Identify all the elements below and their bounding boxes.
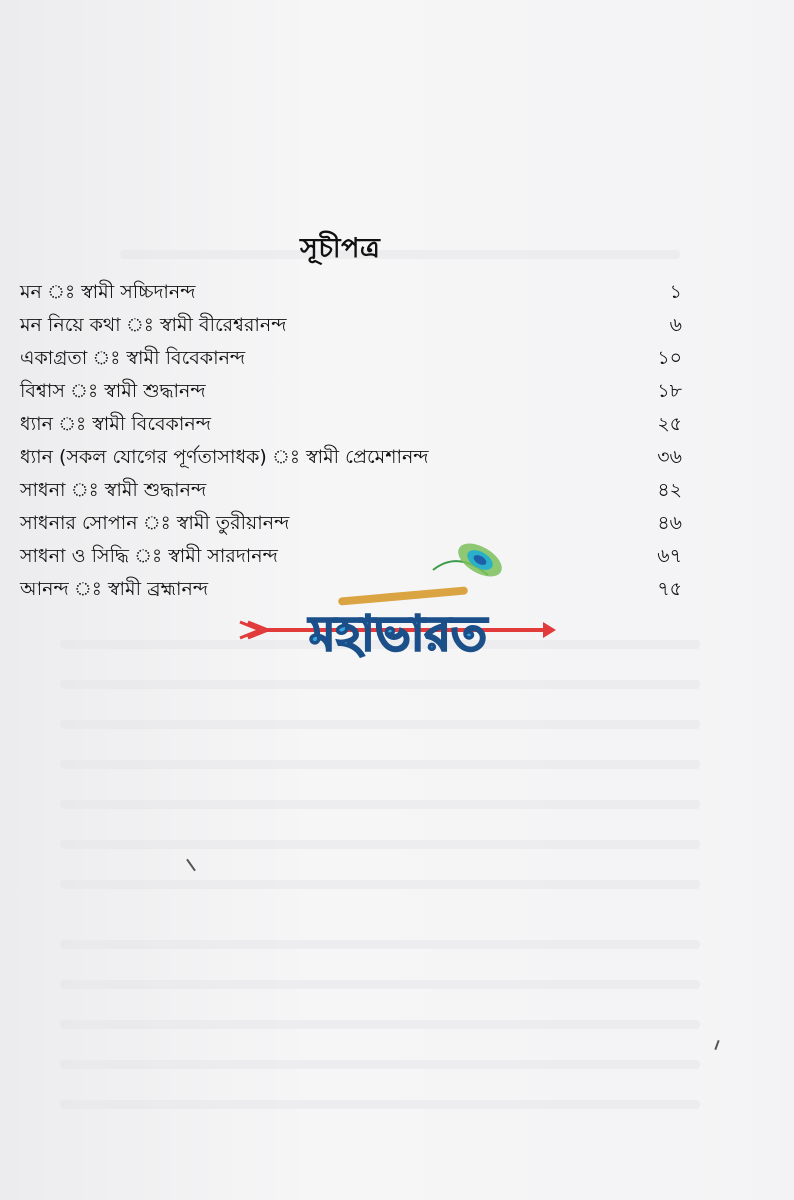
bleed-through-line	[60, 840, 700, 849]
toc-entry-page: ৪৬	[657, 512, 682, 534]
toc-entry-label: বিশ্বাস ঃ স্বামী শুদ্ধানন্দ	[20, 380, 206, 402]
toc-entry-label: সাধনার সোপান ঃ স্বামী তুরীয়ানন্দ	[20, 512, 290, 534]
logo-wordmark: মহাভারত	[309, 606, 487, 660]
toc-entry	[20, 311, 682, 344]
toc-entry	[20, 377, 682, 410]
toc-entry-page: ১	[669, 281, 682, 303]
toc-entry-page: ২৫	[657, 413, 682, 435]
peacock-feather-icon	[433, 537, 507, 584]
bleed-through-line	[60, 880, 700, 889]
bleed-through-line	[60, 940, 700, 949]
page-title: সূচীপত্র	[300, 233, 381, 264]
toc-entry-page: ১০	[657, 347, 682, 369]
toc-entry-label: ধ্যান ঃ স্বামী বিবেকানন্দ	[20, 413, 211, 435]
bleed-through-line	[60, 1020, 700, 1029]
toc-entry-page: ৬	[669, 314, 682, 336]
toc-entry-label: ধ্যান (সকল যোগের পূর্ণতাসাধক) ঃ স্বামী প্রেমেশানন্দ	[20, 446, 429, 468]
bleed-through-line	[60, 680, 700, 689]
toc-entry-page: ৭৫	[657, 578, 682, 600]
flute-icon	[338, 586, 468, 605]
toc-entry-label: একাগ্রতা ঃ স্বামী বিবেকানন্দ	[20, 347, 246, 369]
bleed-through-line	[60, 760, 700, 769]
toc-entry	[20, 410, 682, 443]
toc-entry-label: আনন্দ ঃ স্বামী ব্রহ্মানন্দ	[20, 578, 209, 600]
toc-entry-label: সাধনা ঃ স্বামী শুদ্ধানন্দ	[20, 479, 207, 501]
bleed-through-line	[120, 250, 680, 259]
bleed-through-line	[60, 720, 700, 729]
toc-entry-label: মন নিয়ে কথা ঃ স্বামী বীরেশ্বরানন্দ	[20, 314, 287, 336]
bleed-through-line	[60, 980, 700, 989]
watermark-logo	[238, 530, 558, 660]
toc-entry-label: সাধনা ও সিদ্ধি ঃ স্বামী সারদানন্দ	[20, 545, 278, 567]
bleed-through-line	[60, 1100, 700, 1109]
toc-entry	[20, 344, 682, 377]
toc-entry-page: ৩৬	[657, 446, 682, 468]
toc-entry-page: ৪২	[657, 479, 682, 501]
bleed-through-line	[60, 800, 700, 809]
toc-entry	[20, 278, 682, 311]
bleed-through-line	[60, 1060, 700, 1069]
stray-mark	[714, 1040, 719, 1050]
stray-mark	[186, 859, 196, 872]
toc-entry-page: ১৮	[657, 380, 682, 402]
toc-entry-page: ৬৭	[657, 545, 682, 567]
toc-entry	[20, 476, 682, 509]
toc-entry	[20, 443, 682, 476]
toc-entry-label: মন ঃ স্বামী সচ্চিদানন্দ	[20, 281, 196, 303]
